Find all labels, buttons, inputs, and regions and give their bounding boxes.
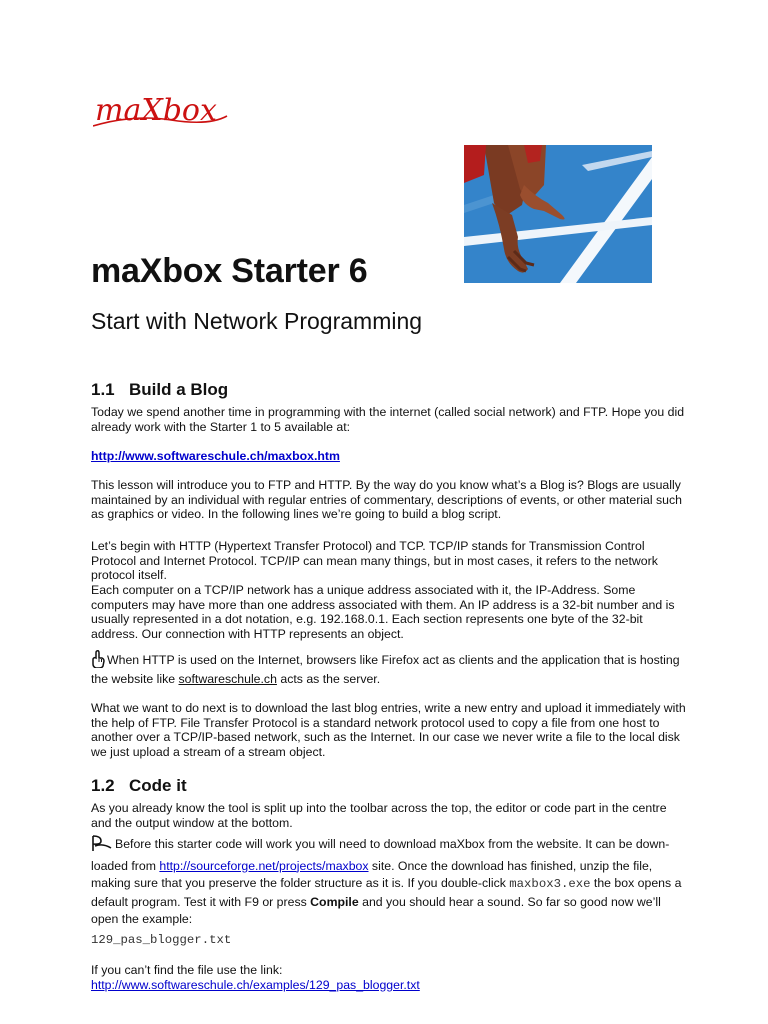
link-paragraph [91, 449, 686, 464]
instructions-text-3: the box opens a default program. Test it with F9 or press [91, 876, 682, 909]
compile-label: Compile [310, 894, 359, 909]
pencil-sketch-icon [91, 834, 113, 858]
instructions-text-2: site. Once the download has finished, unzip the file, making sure that you preserve the folder structure as it is. If you double-click [91, 858, 653, 890]
ftp-http-paragraph: This lesson will introduce you to FTP and HTTP. By the way do you know what’s a Blog is? Blogs are usually maintained by an individual with regular entries of commentary, descriptions of events, or other material such as graphics or video. In the following lines we’re going to build a blog script. [91, 478, 682, 522]
page-title: maXbox Starter 6 [91, 252, 368, 290]
example-file-link[interactable]: http://www.softwareschule.ch/examples/129_pas_blogger.txt [91, 978, 420, 992]
sourceforge-link[interactable]: http://sourceforge.net/projects/maxbox [159, 858, 369, 873]
find-file-text: If you can’t find the file use the link: [91, 963, 283, 977]
ip-address-paragraph: Each computer on a TCP/IP network has a unique address associated with it, the IP-Address. Some computers may have more than one address associated with them. An IP address is a 32-bit number and is usually represented in a dot notation, e.g. 192.168.0.1. Each section represents one byte of the 32-bit address. Our connection with HTTP represents an object. [91, 583, 675, 641]
section-heading-code-it [91, 776, 187, 796]
instructions-text-1: Before this starter code will work you will need to download maXbox from the website. It can be down-loaded from [91, 837, 670, 873]
download-upload-paragraph: What we want to do next is to download the last blog entries, write a new entry and upload it immediately with the help of FTP. File Transfer Protocol is a standard network protocol used to copy a file from one host to another over a TCP/IP-based network, such as the Internet. In our case we never write a file to the local disk we just upload a stream of a stream object. [91, 701, 686, 759]
note-paragraph [91, 650, 686, 686]
intro-paragraph: Today we spend another time in programming with the internet (called social network) and FTP. Hope you did already work with the Starter 1 to 5 available at: [91, 405, 685, 434]
section-title: Code it [129, 776, 187, 795]
example-link-line [91, 978, 686, 993]
tool-intro-paragraph: As you already know the tool is split up into the toolbar across the top, the editor or code part in the centre and the output window at the bottom. [91, 801, 667, 830]
note-text-start: When HTTP is used on the Internet, browsers like Firefox act as clients and the application that is hosting the website like [91, 653, 680, 686]
section-number: 1.2 [91, 776, 115, 795]
section-title: Build a Blog [129, 380, 229, 399]
instructions-text-4: and you should hear a sound. So far so good now we’ll open the example: [91, 894, 661, 926]
http-tcp-paragraph: Let’s begin with HTTP (Hypertext Transfer Protocol) and TCP. TCP/IP stands for Transmission Control Protocol and Internet Protocol. TCP/IP can mean many things, but in most cases, it refers to the network protocol itself. [91, 539, 658, 583]
sprinter-track-image [464, 145, 652, 283]
hand-pointer-icon [91, 650, 105, 672]
exe-filename: maxbox3.exe [509, 877, 591, 891]
section-heading-build-a-blog [91, 380, 228, 400]
note-text-end: acts as the server. [276, 671, 381, 686]
example-filename: 129_pas_blogger.txt [91, 933, 232, 947]
softwareschule-maxbox-link[interactable]: http://www.softwareschule.ch/maxbox.htm [91, 449, 340, 463]
download-instructions-paragraph [91, 834, 686, 929]
page-subtitle: Start with Network Programming [91, 308, 423, 334]
logo-graphic [93, 90, 233, 134]
maxbox-logo [93, 90, 233, 134]
section-number: 1.1 [91, 380, 115, 399]
softwareschule-link[interactable]: softwareschule.ch [178, 671, 277, 686]
logo-text: maXbox [95, 93, 217, 128]
